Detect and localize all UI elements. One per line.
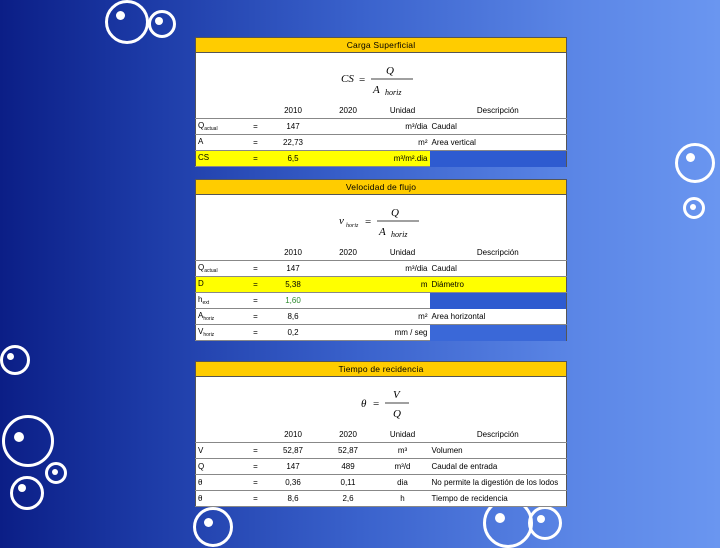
header-unit: Unidad xyxy=(376,103,430,119)
bubble-decoration xyxy=(0,345,30,375)
svg-text:Q: Q xyxy=(386,65,394,77)
svg-text:θ: θ xyxy=(361,398,367,410)
tiempo-recidencia-table xyxy=(195,361,567,507)
bubble-decoration xyxy=(105,0,149,44)
table-row: V = 52,87 52,87 m³ Volumen xyxy=(196,443,567,459)
svg-text:A: A xyxy=(373,84,380,96)
formula-velocidad-flujo xyxy=(196,195,567,246)
bubble-decoration xyxy=(148,10,176,38)
table-row: θ = 0,36 0,11 dia No permite la digestión de los lodos xyxy=(196,475,567,491)
header-description: Descripción xyxy=(430,103,567,119)
section-title: Carga Superficial xyxy=(196,38,567,53)
formula-tiempo-recidencia xyxy=(196,377,567,428)
section-title: Tiempo de recidencia xyxy=(196,362,567,377)
velocidad-flujo-table xyxy=(195,179,567,341)
header-year-2010: 2010 xyxy=(266,427,321,443)
table-row: $A_{horiz}$ = 8,6 m² Area horizontal xyxy=(196,309,567,325)
table-row: CS = 6,5 m³/m².dia xyxy=(196,151,567,167)
bubble-decoration xyxy=(675,143,715,183)
table-row: $h_{ext}$ = 1,60 xyxy=(196,293,567,309)
formula-carga-superficial xyxy=(196,53,567,104)
header-description: Descripción xyxy=(430,427,567,443)
header-year-2020: 2020 xyxy=(321,245,376,261)
header-year-2020: 2020 xyxy=(321,427,376,443)
table-row: $Q_{actual}$ = 147 m³/dia Caudal xyxy=(196,261,567,277)
bubble-decoration xyxy=(193,507,233,547)
svg-text:A: A xyxy=(379,226,386,238)
svg-text:=: = xyxy=(365,216,372,228)
svg-text:horiz: horiz xyxy=(346,223,359,229)
svg-text:horiz: horiz xyxy=(391,230,408,239)
svg-text:=: = xyxy=(373,398,380,410)
svg-text:=: = xyxy=(359,74,366,86)
header-year-2010: 2010 xyxy=(266,245,321,261)
bubble-decoration xyxy=(683,197,705,219)
header-description: Descripción xyxy=(430,245,567,261)
table-row: $Q_{actual}$ = 147 m³/dia Caudal xyxy=(196,119,567,135)
header-year-2010: 2010 xyxy=(266,103,321,119)
table-row: D = 5,38 m Diámetro xyxy=(196,277,567,293)
svg-text:Q: Q xyxy=(393,408,401,420)
carga-superficial-table xyxy=(195,37,567,167)
svg-text:CS: CS xyxy=(341,73,354,85)
table-row: Q = 147 489 m³/d Caudal de entrada xyxy=(196,459,567,475)
bubble-decoration xyxy=(528,506,562,540)
table-row: $V_{horiz}$ = 0,2 mm / seg xyxy=(196,325,567,341)
section-title: Velocidad de flujo xyxy=(196,180,567,195)
table-row: A = 22,73 m² Area vertical xyxy=(196,135,567,151)
header-unit: Unidad xyxy=(376,427,430,443)
header-year-2020: 2020 xyxy=(321,103,376,119)
bubble-decoration xyxy=(2,415,54,467)
bubble-decoration xyxy=(10,476,44,510)
svg-text:Q: Q xyxy=(391,207,399,219)
table-row: θ = 8,6 2,6 h Tiempo de recidencia xyxy=(196,491,567,507)
svg-text:V: V xyxy=(393,389,400,401)
header-unit: Unidad xyxy=(376,245,430,261)
svg-text:v: v xyxy=(339,215,344,227)
bubble-decoration xyxy=(45,462,67,484)
svg-text:horiz: horiz xyxy=(385,88,402,97)
